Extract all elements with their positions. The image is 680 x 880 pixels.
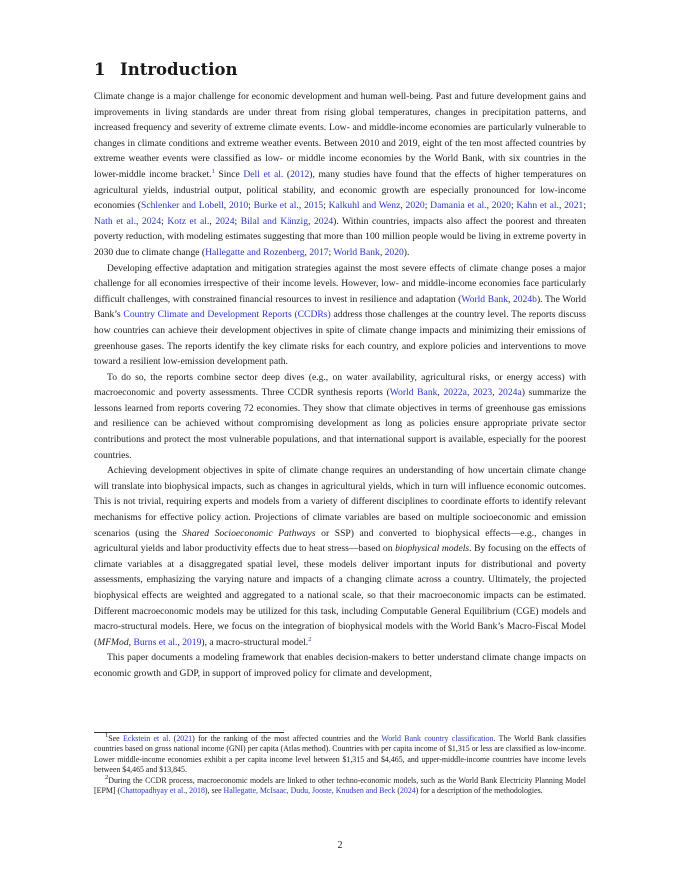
citation-link[interactable]: Burke et al. — [253, 200, 299, 212]
footnote-1: $^1$See Eckstein et al. (2021) for the ranking of the most affected countries and the World Bank country classification. The World Bank classifies countries based on gross national income (GNI) per capita (Atlas method). Countries with per capita income of $1,315 or less are classified as low-income. Lower middle-income economies exhibit a per capita income level between $1,315 and $4,465, and upper-middle-income countries have income levels between $4,465 and $13,845. — [94, 732, 587, 775]
text: or SSP) and converted to biophysical effects—e.g., changes in agricultural yields and labor productivity effects due to heat stress—based on — [94, 527, 587, 555]
text: During the CCDR process, macroeconomic models are linked to other techno-economic models, such as the World Bank Electricity Planning Model [EPM] ( — [94, 775, 586, 796]
citation-year-link[interactable]: 2020 — [491, 200, 511, 212]
footnote-mark: 1 — [105, 732, 109, 739]
paragraph-2: Developing effective adaptation and mitigation strategies against the most severe effects of climate change poses a major challenge for all economies irrespective of their income levels. However, low- and middle-income economies face particularly difficult challenges, with constrained financial resources to invest in resilience and adaptation (World Bank, 2024b). The World Bank’s Country Climate and Development Reports (CCDRs) address those challenges at the country level. The reports discuss how countries can achieve their development objectives in spite of climate change impacts and minimizing their emissions of greenhouse gases. The reports identify the key climate risks for each country, and explore policies and interventions to move toward a resilient low-emission development path. — [94, 262, 587, 368]
text: ) summarize the lessons learned from reports covering 72 economies. They show that climate objectives in terms of greenhouse gas emissions and resilience can be achieved without compromising development as long as policies ensure appropriate private sector contributions and protect the most vulnerable populations, and that international support is available, especially for the poorest countries. — [94, 387, 587, 461]
citation-link[interactable]: Schlenker and Lobell — [141, 200, 224, 212]
paragraph-3: To do so, the reports combine sector deep dives (e.g., on water availability, agricultural risks, or energy access) with macroeconomic and poverty assessments. Three CCDR synthesis reports (World Bank, 2022a, 2023, 2024a) summarize the lessons learned from reports covering 72 economies. They show that climate objectives in terms of greenhouse gas emissions and resilience can be achieved without compromising development as long as policies ensure appropriate private sector contributions and protect the most vulnerable populations, and that international support is available, especially for the poorest countries. — [94, 371, 587, 461]
citation-year-link[interactable]: 2020 — [384, 246, 404, 258]
citation-year-link[interactable]: 2018 — [189, 786, 205, 796]
paragraph-1: Climate change is a major challenge for economic development and human well-being. Past and future development gains and improvements in living standards are under threat from rising global temperatures, changes in precipitation patterns, and increased frequency and severity of extreme climate events. Low- and middle-income economies are particularly vulnerable to changes in climate conditions and extreme weather events. Between 2010 and 2019, eight of the ten most affected countries by extreme weather events were classified as low- or middle income economies by the World Bank, with six countries in the lower-middle income bracket.$^1$ Since Dell et al. (2012), many studies have found that the effects of higher temperatures on agricultural yields, industrial output, political stability, and economic growth are especially pronounced for low-income economies (Schlenker and Lobell, 2010; Burke et al., 2015; Kalkuhl and Wenz, 2020; Damania et al., 2020; Kahn et al., 2021; Nath et al., 2024; Kotz et al., 2024; Bilal and Känzig, 2024). Within countries, impacts also affect the poorest and threaten poverty reduction, with modeling estimates suggesting that more than 100 million people would be living in extreme poverty in 2030 due to climate change (Hallegatte and Rozenberg, 2017; World Bank, 2020). — [94, 91, 587, 258]
text: Developing effective adaptation and mitigation strategies against the most severe effects of climate change poses a major challenge for all economies irrespective of their income levels. However, low- and middle-income economies face particularly difficult challenges, with constrained financial resources to invest in resilience and adaptation ( — [94, 262, 586, 305]
citation-year-link[interactable]: 2024 — [313, 215, 334, 227]
citation-link[interactable]: Damania et al. — [430, 200, 487, 212]
citation-year-link[interactable]: 2024b — [512, 293, 537, 305]
text: . The World Bank classifies countries based on gross national income (GNI) per capita (Atlas method). Countries with per capita income of $1,315 or less are classified as low-income. Lower middle-income economies exhibit a per capita income level between $1,315 and $4,465, and upper-middle-income countries have income levels between $4,465 and $13,845. — [94, 734, 587, 775]
text: This paper documents a modeling framework that enables decision-makers to better understand climate change impacts on economic growth and GDP, in support of improved policy for climate and development, — [94, 652, 586, 679]
footnote-2: $^2$During the CCDR process, macroeconomic models are linked to other techno-economic models, such as the World Bank Electricity Planning Model [EPM] (Chattopadhyay et al., 2018), see Hallegatte, McIsaac, Dudu, Jooste, Knudsen and Beck (2024) for a description of the methodologies. — [94, 773, 586, 796]
citation-year-link[interactable]: 2023 — [473, 387, 493, 399]
citation-year-link[interactable]: 2024a — [498, 387, 522, 399]
citation-year-link[interactable]: 2021 — [564, 200, 584, 212]
text: Since — [214, 168, 244, 180]
text: address those challenges at the country level. The reports discuss how countries can achieve their development objectives in spite of climate change impacts and minimizing their emissions of greenhouse gases. The reports identify the key climate risks for each country, and explore policies and interventions to move toward a resilient low-emission development path. — [94, 309, 586, 368]
text: . By focusing on the effects of climate variables at a disaggregated spatial level, these models deliver important inputs for distributional and poverty assessments, emphasizing the varying nature and impacts of a changing climate across a country. Ultimately, the projected biophysical effects are weighted and aggregated to a national scale, so that their macroeconomic impacts can be estimated. Different macroeconomic models may be utilized for this task, including Computable General Equilibrium (CGE) models and macro-structural models. Here, we focus on the integration of biophysical models with the World Bank’s Macro-Fiscal Model ( — [94, 543, 586, 648]
citation-link[interactable]: Kotz et al. — [167, 215, 210, 227]
text: , — [128, 636, 134, 648]
citation-link[interactable]: World Bank — [333, 246, 380, 258]
footnote-ref-2[interactable]: 2 — [308, 635, 312, 643]
text: ). Within countries, impacts also affect the poorest and threaten poverty reduction, with modeling estimates suggesting that more than 100 million people would be living in extreme poverty in 2030 due to climate change ( — [94, 215, 586, 258]
page-number: 2 — [337, 840, 343, 851]
citation-year-link[interactable]: 2024 — [141, 215, 162, 227]
citation-year-link[interactable]: 2019 — [182, 636, 202, 648]
text: To do so, the reports combine sector deep dives (e.g., on water availability, agricultural risks, or energy access) with macroeconomic and poverty assessments. Three CCDR synthesis reports ( — [94, 371, 586, 399]
citation-link[interactable]: Dell et al. — [243, 168, 284, 180]
text: ). — [403, 246, 410, 258]
emphasis-text: Shared Socioeconomic Pathways — [182, 527, 316, 539]
citation-link[interactable]: World Bank — [389, 387, 438, 399]
paragraph-5 — [94, 650, 586, 681]
citation-link[interactable]: Hallegatte, McIsaac, Dudu, Jooste, Knudsen and Beck — [223, 786, 396, 796]
citation-year-link[interactable]: 2015 — [304, 200, 324, 212]
citation-year-link[interactable]: 2021 — [176, 734, 193, 743]
citation-link[interactable]: Nath et al. — [94, 215, 136, 227]
citation-year-link[interactable]: 2017 — [309, 246, 329, 258]
text: See — [108, 734, 124, 743]
text: ). The World Bank’s — [94, 293, 587, 321]
citation-link[interactable]: Eckstein et al. — [123, 734, 171, 743]
paragraph-4: Achieving development objectives in spite of climate change requires an understanding of how uncertain climate change will translate into biophysical impacts, such as changes in agricultural yields, which in turn will influence economic outcomes. This is not trivial, requiring experts and models from a variety of different disciplines to coordinate efforts to identify relevant mechanisms for effective policy action. Projections of climate variables are based on multiple socioeconomic and emission scenarios (using the Shared Socioeconomic Pathways or SSP) and converted to biophysical effects—e.g., changes in agricultural yields and labor productivity effects due to heat stress—based on biophysical models. By focusing on the effects of climate variables at a disaggregated spatial level, these models deliver important inputs for distributional and poverty assessments, emphasizing the varying nature and impacts of a changing climate across a country. Ultimately, the projected biophysical effects are weighted and aggregated to a national scale, so that their macroeconomic impacts can be estimated. Different macroeconomic models may be utilized for this task, including Computable General Equilibrium (CGE) models and macro-structural models. Here, we focus on the integration of biophysical models with the World Bank’s Macro-Fiscal Model (MFMod, Burns et al., 2019), a macro-structural model.$^2$ — [94, 465, 587, 648]
footnote-divider — [94, 732, 284, 733]
text: ), many studies have found that the effects of higher temperatures on agricultural yields, industrial output, political stability, and economic growth are especially pronounced for low-income economies ( — [94, 168, 587, 212]
citation-link[interactable]: Burns et al. — [133, 636, 178, 648]
citation-year-link[interactable]: 2012 — [290, 168, 310, 180]
classification-link[interactable]: World Bank country classification — [381, 734, 494, 743]
text: ), a macro-structural model. — [201, 636, 309, 648]
text: Climate change is a major challenge for economic development and human well-being. Past and future development gains and improvements in living standards are under threat from rising global temperatures, changes in precipitation patterns, and increased frequency and severity of extreme climate events. Low- and middle-income economies are particularly vulnerable to changes in climate conditions and extreme weather events. Between 2010 and 2019, eight of the ten most affected countries by extreme weather events were classified as low- or middle income economies by the World Bank, with six countries in the lower-middle income bracket. — [94, 91, 586, 180]
citation-link[interactable]: Kalkuhl and Wenz — [328, 200, 401, 212]
citation-link[interactable]: World Bank — [461, 293, 508, 305]
emphasis-text: MFMod — [97, 636, 129, 648]
citation-link[interactable]: Kahn et al. — [516, 200, 559, 212]
citation-year-link[interactable]: 2024 — [399, 786, 416, 796]
text: ), see — [204, 786, 224, 796]
section-title: Introduction — [120, 60, 238, 79]
text: Achieving development objectives in spite of climate change requires an understanding of how uncertain climate change will translate into biophysical impacts, such as changes in agricultural yields, which in turn will influence economic outcomes. This is not trivial, requiring experts and models from a variety of different disciplines to coordinate efforts to identify relevant mechanisms for effective policy action. Projections of climate variables are based on multiple socioeconomic and emission scenarios (using the — [94, 465, 586, 539]
text: ) for a description of the methodologies. — [415, 786, 543, 796]
citation-year-link[interactable]: 2022a — [443, 387, 467, 399]
emphasis-text: biophysical models — [395, 543, 470, 555]
text: ) for the ranking of the most affected countries and the — [192, 734, 382, 743]
citation-year-link[interactable]: 2010 — [228, 200, 249, 212]
citation-link[interactable]: Hallegatte and Rozenberg — [205, 246, 305, 258]
section-number: 1 — [94, 60, 106, 79]
footnote-ref-1[interactable]: 1 — [211, 167, 215, 175]
citation-year-link[interactable]: 2024 — [215, 215, 235, 227]
citation-link[interactable]: Bilal and Känzig — [240, 215, 309, 227]
ccdr-link[interactable]: Country Climate and Development Reports (CCDRs) — [123, 309, 331, 321]
citation-link[interactable]: Chattopadhyay et al. — [120, 786, 186, 796]
footnotes — [94, 734, 586, 796]
section-heading — [94, 60, 586, 80]
main-content — [94, 60, 586, 682]
citation-year-link[interactable]: 2020 — [405, 200, 425, 212]
footnote-mark: 2 — [105, 773, 109, 781]
